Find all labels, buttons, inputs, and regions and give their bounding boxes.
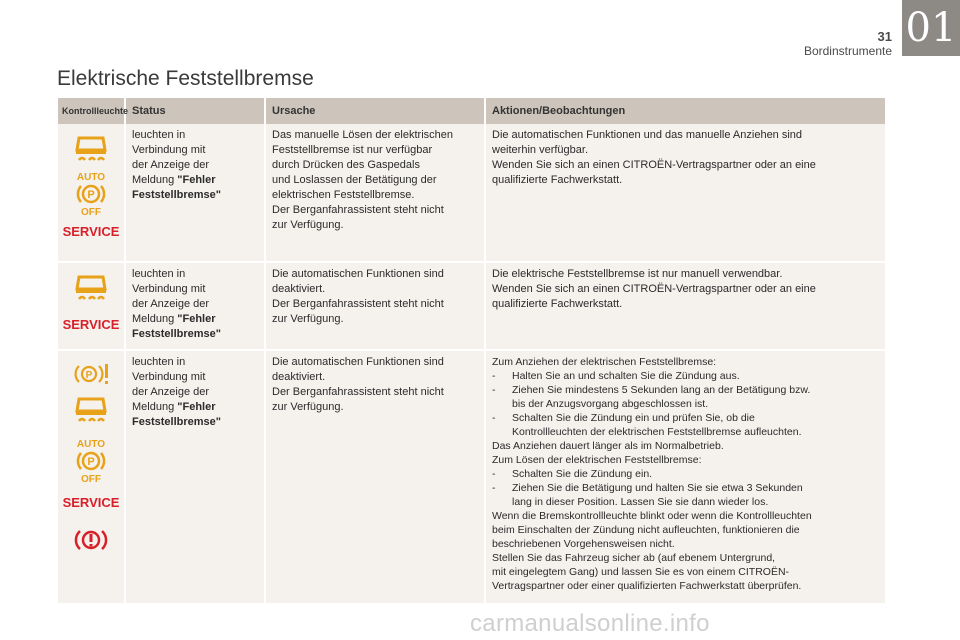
brake-warning-icon: [73, 527, 109, 553]
page-number: 31: [877, 29, 892, 44]
svg-text:P: P: [87, 456, 95, 468]
chapter-number-box: 01: [902, 0, 960, 56]
list-item: - Ziehen Sie mindestens 5 Sekunden lang an der Betätigung bzw. bis der Anzugsvorgang abgeschlossen ist.: [492, 384, 811, 410]
col-header-actions: Aktionen/Beobachtungen: [485, 98, 886, 124]
table-row: [58, 350, 886, 604]
list-item: - Ziehen Sie die Betätigung und halten Sie sie etwa 3 Sekunden lang in dieser Position. Lassen Sie sie dann wieder los.: [492, 482, 803, 508]
svg-text:SERVICE: SERVICE: [62, 317, 120, 332]
col-header-status: Status: [125, 98, 265, 124]
watermark: carmanualsonline.info: [470, 610, 710, 637]
service-icon: [62, 493, 120, 511]
table-row: [58, 262, 886, 350]
service-icon: [62, 222, 120, 240]
svg-text:AUTO: AUTO: [76, 172, 106, 183]
lamp-cell: [58, 350, 125, 604]
lamp-cell: [58, 124, 125, 262]
auto-park-brake-off-icon: [73, 437, 109, 483]
cause-cell: Die automatischen Funktionen sind deaktiviert. Der Berganfahrassistent steht nicht zur Verfügung.: [265, 350, 485, 604]
park-brake-fault-icon: [69, 361, 113, 387]
esp-skid-icon: [73, 395, 109, 427]
service-icon: [62, 315, 120, 333]
svg-text:P: P: [85, 370, 93, 381]
actions-cell: Die elektrische Feststellbremse ist nur manuell verwendbar. Wenden Sie sich an einen CITROËN-Vertragspartner oder an eine qualifizierte Fachwerkstatt.: [485, 262, 886, 350]
lamp-cell: [58, 262, 125, 350]
col-header-lamp: Kontrollleuchte: [58, 98, 125, 124]
cause-cell: Die automatischen Funktionen sind deaktiviert. Der Berganfahrassistent steht nicht zur Verfügung.: [265, 262, 485, 350]
status-cell: leuchten in Verbindung mit der Anzeige der Meldung "Fehler Feststellbremse": [125, 350, 265, 604]
page-title: Elektrische Feststellbremse: [57, 67, 314, 90]
svg-text:SERVICE: SERVICE: [62, 224, 120, 239]
esp-skid-icon: [73, 134, 109, 166]
svg-text:P: P: [87, 189, 95, 201]
warning-lamp-table: [58, 98, 887, 605]
status-cell: leuchten in Verbindung mit der Anzeige der Meldung "Fehler Feststellbremse": [125, 262, 265, 350]
svg-text:OFF: OFF: [81, 207, 101, 218]
actions-cell: Zum Anziehen der elektrischen Feststellbremse: - Halten Sie an und schalten Sie die Zündung aus. - Ziehen Sie mindestens 5 Sekunden lang an der Betätigung bzw. bis der Anzugsvorgang abgeschlossen ist. - Schalten Sie die Zündung ein und prüfen Sie, ob die Kontrollleuchten der elektrischen Feststellbremse aufleuchten. Das Anziehen dauert länger als im Normalbetrieb. Zum Lösen der elektrischen Feststellbremse: - Schalten Sie die Zündung ein. - Ziehen Sie die Betätigung und halten Sie sie etwa 3 Sekunden lang in dieser Position. Lassen Sie sie dann wieder los. Wenn die Bremskontrollleuchte blinkt oder wenn die Kontrollleuchten beim Einschalten der Zündung nicht aufleuchten, funktionieren die beschriebenen Vorgehensweisen nicht. Stellen Sie das Fahrzeug sicher ab (auf ebenem Untergrund, mit eingelegtem Gang) und lassen Sie es von einem CITROËN- Vertragspartner oder einer qualifizierten Fachwerkstatt überprüfen.: [485, 350, 886, 604]
svg-text:SERVICE: SERVICE: [62, 495, 120, 510]
status-cell: leuchten in Verbindung mit der Anzeige der Meldung "Fehler Feststellbremse": [125, 124, 265, 262]
table-row: [58, 124, 886, 262]
svg-text:OFF: OFF: [81, 474, 101, 485]
list-item: - Schalten Sie die Zündung ein und prüfen Sie, ob die Kontrollleuchten der elektrischen Feststellbremse aufleuchten.: [492, 412, 802, 438]
list-item: - Halten Sie an und schalten Sie die Zündung aus.: [492, 370, 740, 382]
cause-cell: Das manuelle Lösen der elektrischen Feststellbremse ist nur verfügbar durch Drücken des Gaspedals und Loslassen der Betätigung der elektrischen Feststellbremse. Der Berganfahrassistent steht nicht zur Verfügung.: [265, 124, 485, 262]
esp-skid-icon: [73, 273, 109, 305]
auto-park-brake-off-icon: [73, 170, 109, 216]
list-item: - Schalten Sie die Zündung ein.: [492, 468, 653, 480]
table-header-row: [58, 98, 886, 124]
col-header-cause: Ursache: [265, 98, 485, 124]
svg-text:AUTO: AUTO: [76, 439, 106, 450]
chapter-title: Bordinstrumente: [803, 44, 892, 58]
actions-cell: Die automatischen Funktionen und das manuelle Anziehen sind weiterhin verfügbar. Wenden Sie sich an einen CITROËN-Vertragspartner oder an eine qualifizierte Fachwerkstatt.: [485, 124, 886, 262]
